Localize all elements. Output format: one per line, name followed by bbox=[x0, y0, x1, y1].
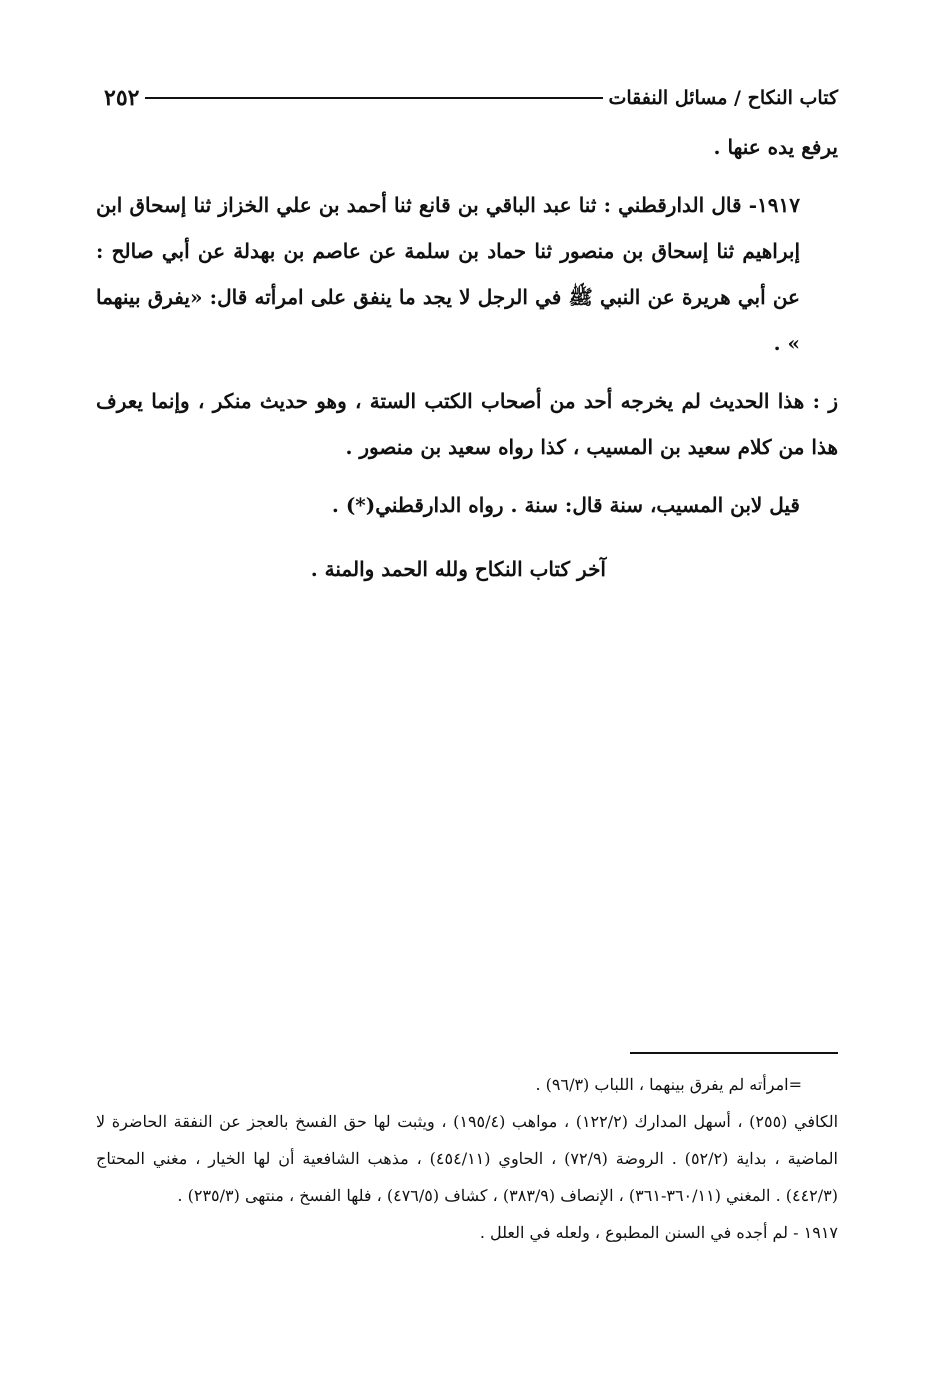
main-text bbox=[96, 124, 838, 592]
hadith-paragraph: ١٩١٧- قال الدارقطني : ثنا عبد الباقي بن قانع ثنا أحمد بن علي الخزاز ثنا إسحاق ابن إبراهيم ثنا إسحاق بن منصور ثنا حماد بن سلمة عن عاصم بن بهدلة عن أبي صالح : عن أبي هريرة عن النبي ﷺ في الرجل لا يجد ما ينفق على امرأته قال: «يفرق بينهما » . bbox=[96, 193, 800, 355]
continuation-line: يرفع يده عنها . bbox=[713, 135, 838, 159]
commentary-text: : هذا الحديث لم يخرجه أحد من أصحاب الكتب الستة ، وهو حديث منكر ، وإنما يعرف هذا من كلام سعيد بن المسيب ، كذا رواه سعيد بن منصور . bbox=[96, 389, 838, 459]
footnote-1917: ١٩١٧ - لم أجده في السنن المطبوع ، ولعله في العلل . bbox=[479, 1223, 838, 1242]
page-number: ٢٥٢ bbox=[104, 85, 140, 111]
footnotes bbox=[96, 1052, 838, 1251]
footnote-rule bbox=[630, 1052, 838, 1054]
page-header bbox=[96, 80, 838, 116]
footnote-references: الكافي (٢٥٥) ، أسهل المدارك (١٢٢/٢) ، مواهب (١٩٥/٤) ، ويثبت لها حق الفسخ بالعجز عن النفقة الحاضرة لا الماضية ، بداية (٥٢/٢) . الروضة (٧٢/٩) ، الحاوي (٤٥٤/١١) ، مذهب الشافعية أن لها الخيار ، مغني المحتاج (٤٤٢/٣) . المغني (٣٦٠/١١-٣٦١) ، الإنصاف (٣٨٣/٩) ، كشاف (٤٧٦/٥) ، فلها الفسخ ، منتهى (٢٣٥/٣) . bbox=[96, 1112, 839, 1205]
running-title: كتاب النكاح / مسائل النفقات bbox=[608, 87, 838, 109]
commentary-paragraph bbox=[96, 378, 838, 470]
note-line: قيل لابن المسيب، سنة قال: سنة . رواه الدارقطني(*) . bbox=[331, 493, 800, 517]
closing-line: آخر كتاب النكاح ولله الحمد والمنة . bbox=[310, 557, 606, 581]
header-rule bbox=[145, 97, 602, 99]
footnote-continued: =امرأته لم يفرق بينهما ، اللباب (٩٦/٣) . bbox=[535, 1075, 802, 1094]
commentary-mark: ز bbox=[828, 389, 838, 413]
